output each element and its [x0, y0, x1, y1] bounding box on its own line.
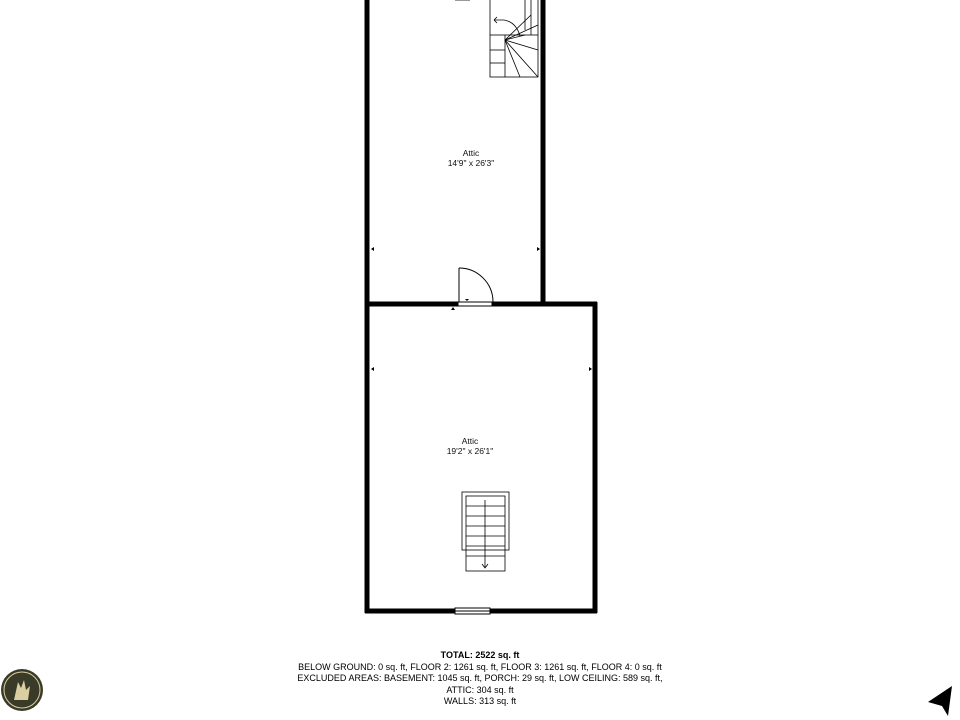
total-area: TOTAL: 2522 sq. ft — [440, 650, 520, 660]
north-arrow-icon — [926, 682, 956, 718]
summary-line-floors: BELOW GROUND: 0 sq. ft, FLOOR 2: 1261 sq. ft, FLOOR 3: 1261 sq. ft, FLOOR 4: 0 sq. ft — [298, 661, 662, 672]
room-name: Attic — [462, 148, 480, 158]
room-dimensions: 14'9" x 26'3" — [447, 158, 495, 168]
summary-line-excluded: EXCLUDED AREAS: BASEMENT: 1045 sq. ft, PORCH: 29 sq. ft, LOW CEILING: 589 sq. ft, — [297, 673, 663, 683]
area-summary — [180, 650, 780, 708]
door-opening — [458, 268, 493, 306]
summary-line-walls: WALLS: 313 sq. ft — [443, 696, 517, 706]
dimension-ticks — [371, 247, 592, 371]
room-label-lower-attic — [370, 436, 570, 456]
lower-attic-walls — [365, 302, 597, 613]
upper-staircase — [455, 0, 538, 77]
summary-line-attic: ATTIC: 304 sq. ft — [446, 684, 514, 695]
logo-icon — [0, 668, 44, 712]
window — [455, 608, 490, 614]
room-label-upper-attic — [371, 148, 571, 168]
lower-staircase — [462, 492, 509, 571]
room-name: Attic — [461, 436, 479, 446]
room-dimensions: 19'2" x 26'1" — [446, 446, 494, 456]
